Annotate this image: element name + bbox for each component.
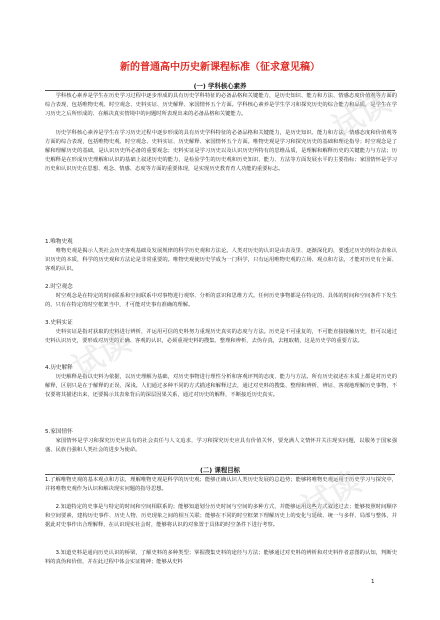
item-text-materialist-view: 唯物史观是揭示人类社会历史客观基础及发展规律的科学历史观和方法论。人类对历史的认识是由表及里、逐渐深化的，要透过历史的纷杂表象认识历史的本质，科学的历史观和方法论是非常重要的。唯物史观使历史学成为一门科学，只有运用唯物史观的立场、观点和方法，才能对历史有全面、客观的认识。 xyxy=(45,248,397,273)
item-text-space-time: 时空观念是在特定的时间联系和空间联系中对事物进行观察、分析的意识和思维方式。任何历史事物都是在特定的、具体的时间和空间条件下发生的，只有在特定的时空框架当中，才可能对史事有准确的理解。 xyxy=(45,293,397,309)
goal-paragraph-3: 3.知道史料是通向历史认识的桥梁，了解史料的多种类型；掌握搜集史料的途径与方法；能够通过对史料的辨析和对史料作者意图的认知，判断史料的真伪和价值，并在此过程中体会实证精神；能够从史料 xyxy=(45,550,397,566)
item-text-patriotism: 家国情怀是学习和探究历史应具有的社会责任与人文追求，学习和探究历史应具有价值关怀，要充满人文情怀并关注现实问题，以服务于国家强盛、民族自强和人类社会的进步为使命。 xyxy=(45,438,397,454)
item-heading-evidence: 3.史料实证 xyxy=(45,320,73,326)
watermark: 试读 xyxy=(67,324,137,386)
item-heading-space-time: 2.时空观念 xyxy=(45,284,73,290)
item-heading-patriotism: 5.家国情怀 xyxy=(45,429,73,435)
item-text-evidence: 史料实证是指对获取的史料进行辨析，并运用可信的史料努力重现历史真实的态度与方法。历史是不可重复的，不可能直接接触历史，但可以通过史料认识历史，要形成对历史的正确、客观的认识，必须重视史料的搜集、整理和辨析，去伪存真，去粗取精，这是历史学的重要方法。 xyxy=(45,329,397,345)
item-heading-interpretation: 4.历史解释 xyxy=(45,365,73,371)
watermark: 试读 xyxy=(297,464,367,526)
section-divider xyxy=(45,474,395,475)
section-heading-course-goals: (二) 课程目标 xyxy=(199,466,241,474)
page-number: 1 xyxy=(371,579,375,585)
paragraph-core-literacy-intro: 学科核心素养是学生在历史学习过程中逐步形成的具有历史学科特征的必备品格和关键能力，是历史知识、能力和方法、情感态度价值观等方面的综合表现，包括唯物史观、时空观念、史料实证、历史解释、家国情怀五个方面。学科核心素养是学生学习和探究历史的综合能力和品质，是学生在学习历史之后所形成的、在解决真实情境中的问题时所表现出来的必备品格和关键能力。 xyxy=(45,93,397,118)
item-text-interpretation: 历史解释是指以史料为依据，以历史理解为基础，对历史事物进行理性分析和客观评判的态度、能力与方法。所有历史叙述在本质上都是对历史的解释，区别只是在于解释的正误、深浅。人们通过多种不同的方式描述和解释过去，通过对史料的搜集、整理和辨析，辨证、客观地理解历史事物，不仅要将其描述出来，还要揭示其表象背后的深层因果关系，通过对历史的解释，不断接近历史真实。 xyxy=(45,374,397,399)
paragraph-history-core-literacy: 历史学科核心素养是学生在学习历史过程中逐步形成的具有历史学科特征的必备品格和关键能力，是历史知识、能力和方法、情感态度和价值观等方面的综合表现，包括唯物史观、时空观念、史料实证、历史解释、家国情怀五个方面。唯物史观是学习和探究历史的基础和理论指导；时空观念是了解和理解历史的基础，是认识历史所必备的重要观念；史料实证是学习历史以及认识历史所特有的思维品质，是理解和解释历史的关键能力与方法；历史解释是在形成历史理解和认识的基础上叙述历史的能力，是检验学生的历史观和历史知识、能力、方法等方面发展水平的主要指标；家国情怀是学习历史和认识历史在思想、观念、情感、态度等方面的重要体现，是实现历史教育育人功能的重要标志。 xyxy=(45,130,397,173)
document-title: 新的普通高中历史新课程标准（征求意见稿） xyxy=(120,62,320,73)
goal-paragraph-1: 1.了解唯物史观的基本观点和方法，理解唯物史观是科学的历史观；能够正确认识人类历史发展的总趋势；能够将唯物史观运用于历史学习与探究中，并将唯物史观作为认识和解决现实问题的指导思想。 xyxy=(45,477,397,493)
goal-paragraph-2: 2.知道特定的史事是与特定的时间和空间相联系的；能够知道划分历史时间与空间的多种方式，并能够运用这些方式叙述过去；能够按照时间顺序和空间要素，建构历史事件、历史人物、历史现象之间的相互关联；能够在不同的时空框架下理解历史上的变化与延续、统一与多样、局部与整体，并据此对史事作出合理解释，在认识现实社会时，能够将认识的对象置于具体的时空条件下进行考察。 xyxy=(45,504,397,529)
section-heading-core-literacy: (一) 学科核心素养 xyxy=(193,82,247,90)
item-heading-materialist-view: 1.唯物史观 xyxy=(45,239,73,245)
watermark: 试读 xyxy=(327,84,397,146)
section-divider xyxy=(45,90,395,91)
